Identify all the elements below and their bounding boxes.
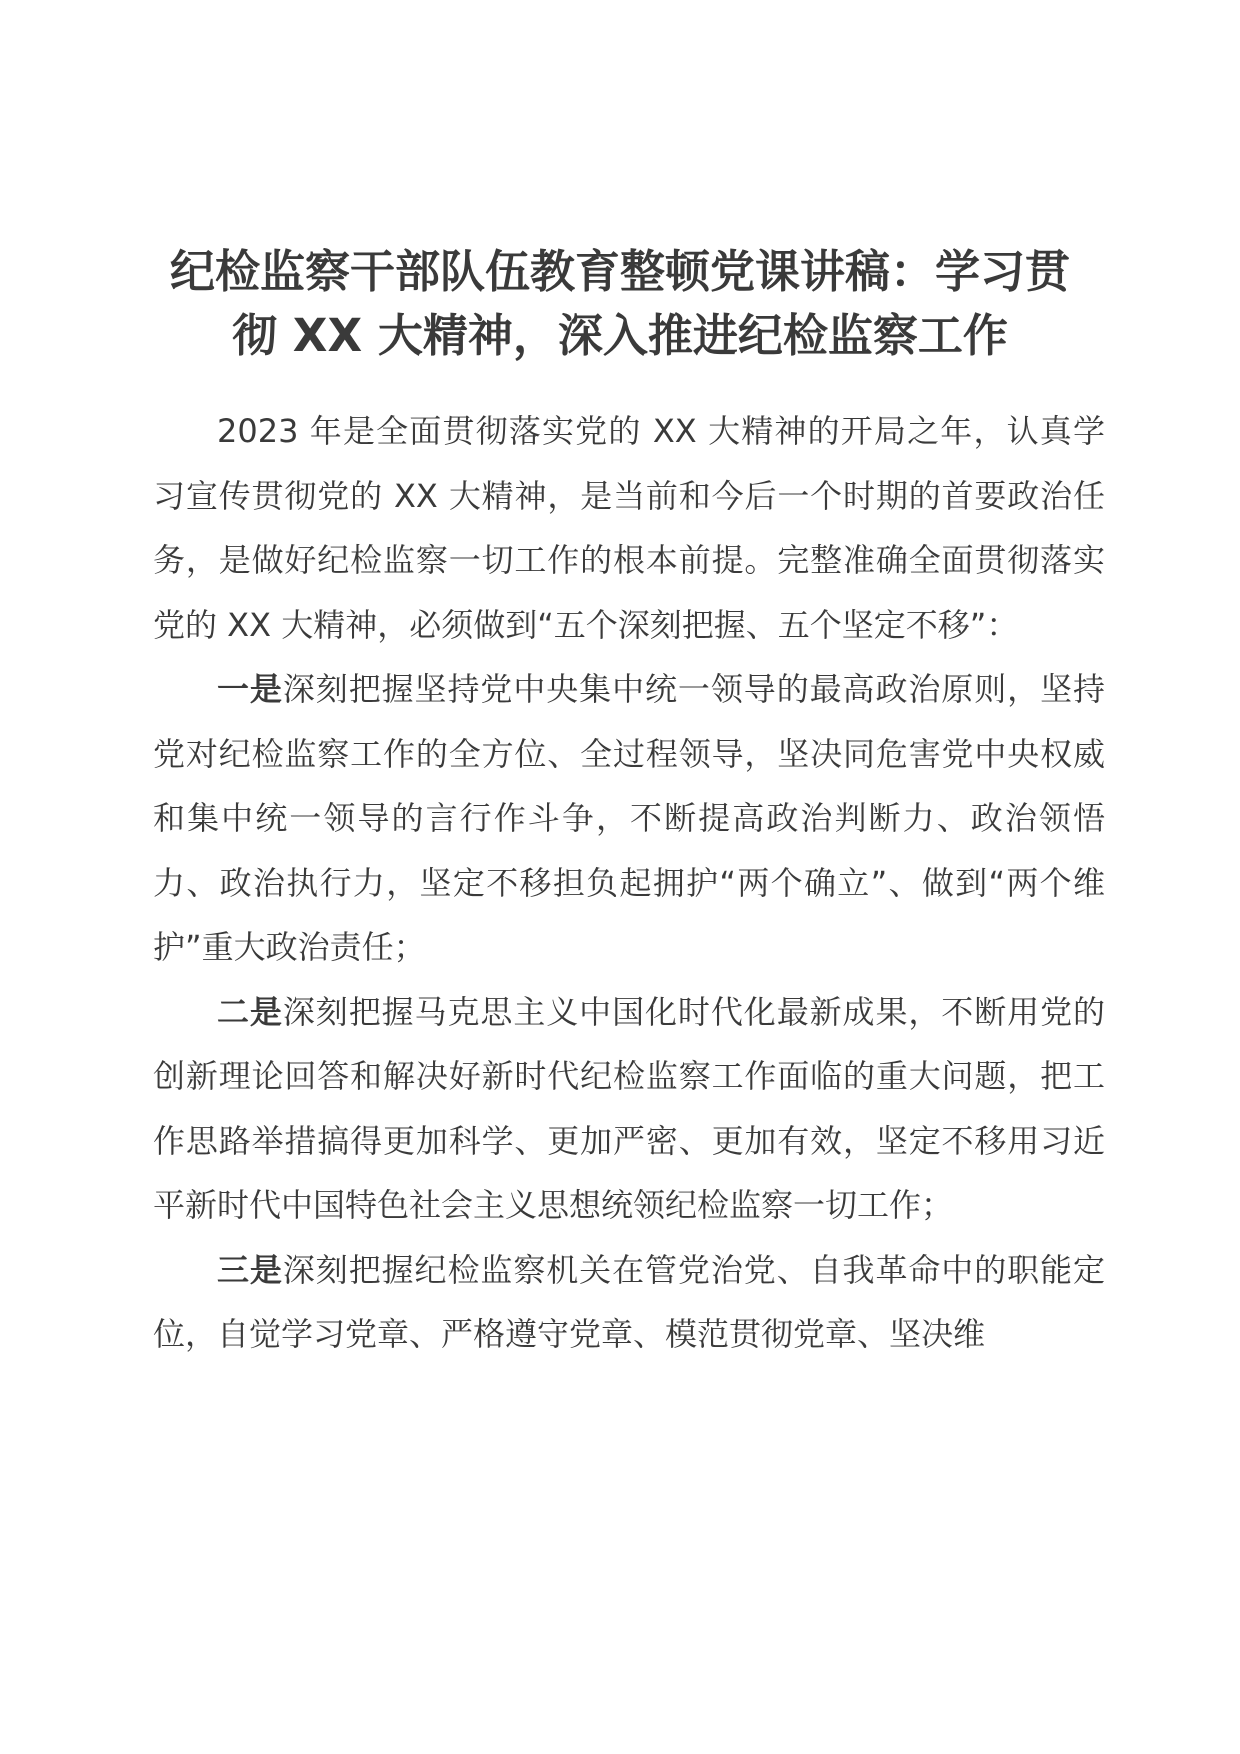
paragraph-lead: 三是 (217, 1250, 283, 1289)
paragraph-lead: 一是 (217, 670, 283, 708)
paragraph-text: 深刻把握纪检监察机关在管党治党、自我革命中的职能定位，自觉学习党章、严格遵守党章、模范贯彻党章、坚决维 (153, 1250, 1105, 1353)
paragraph-text: 深刻把握坚持党中央集中统一领导的最高政治原则，坚持党对纪检监察工作的全方位、全过程领导，坚决同危害党中央权威和集中统一领导的言行作斗争，不断提高政治判断力、政治领悟力、政治执行力，坚定不移担负起拥护“两个确立”、做到“两个维护”重大政治责任； (153, 670, 1105, 966)
document-body (153, 399, 1105, 1367)
document-title: 纪检监察干部队伍教育整顿党课讲稿：学习贯彻 XX 大精神，深入推进纪检监察工作 (169, 245, 1070, 362)
paragraph-text: 2023 年是全面贯彻落实党的 XX 大精神的开局之年，认真学习宣传贯彻党的 XX 大精神，是当前和今后一个时期的首要政治任务，是做好纪检监察一切工作的根本前提。完整准确全面贯彻落实党的 XX 大精神，必须做到“五个深刻把握、五个坚定不移”： (153, 412, 1105, 644)
paragraph-point-3 (153, 1238, 1105, 1367)
paragraph-point-1 (153, 657, 1105, 980)
paragraph-text: 深刻把握马克思主义中国化时代化最新成果，不断用党的创新理论回答和解决好新时代纪检监察工作面临的重大问题，把工作思路举措搞得更加科学、更加严密、更加有效，坚定不移用习近平新时代中国特色社会主义思想统领纪检监察一切工作； (153, 992, 1105, 1224)
paragraph-point-2 (153, 980, 1105, 1238)
paragraph-intro (153, 399, 1105, 657)
paragraph-lead: 二是 (217, 992, 283, 1031)
